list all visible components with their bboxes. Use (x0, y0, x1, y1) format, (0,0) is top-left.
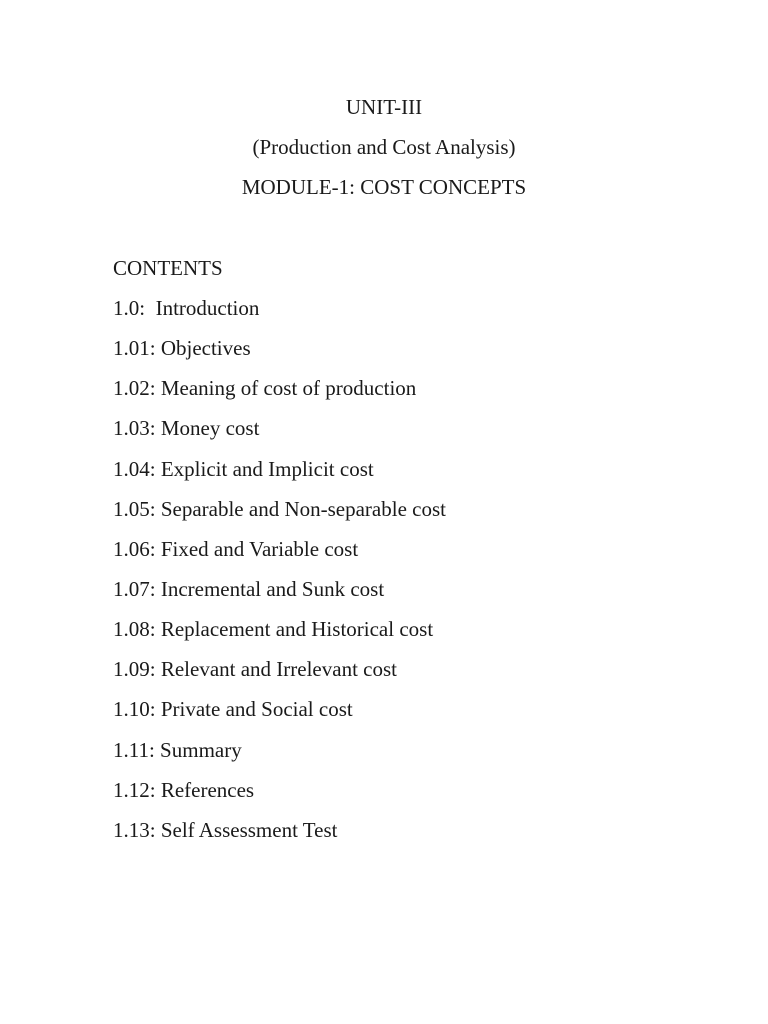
toc-item: 1.10: Private and Social cost (113, 697, 353, 722)
toc-item: 1.02: Meaning of cost of production (113, 376, 417, 401)
toc-item: 1.12: References (113, 777, 255, 802)
unit-title: UNIT-III (345, 95, 423, 119)
toc-item: 1.04: Explicit and Implicit cost (113, 456, 374, 481)
toc-item: 1.01: Objectives (113, 336, 251, 361)
table-of-contents (113, 296, 446, 858)
toc-item: 1.11: Summary (113, 737, 242, 762)
toc-item: 1.08: Replacement and Historical cost (113, 617, 434, 642)
unit-subtitle: (Production and Cost Analysis) (252, 135, 516, 159)
toc-item: 1.07: Incremental and Sunk cost (113, 576, 385, 601)
toc-item: 1.0: Introduction (113, 296, 260, 320)
module-title: MODULE-1: COST CONCEPTS (241, 175, 527, 199)
toc-item: 1.13: Self Assessment Test (113, 817, 338, 842)
toc-item: 1.06: Fixed and Variable cost (113, 536, 359, 561)
toc-item: 1.05: Separable and Non-separable cost (113, 496, 446, 521)
toc-item: 1.09: Relevant and Irrelevant cost (113, 657, 397, 682)
toc-item: 1.03: Money cost (113, 416, 260, 441)
contents-heading: CONTENTS (113, 256, 223, 280)
